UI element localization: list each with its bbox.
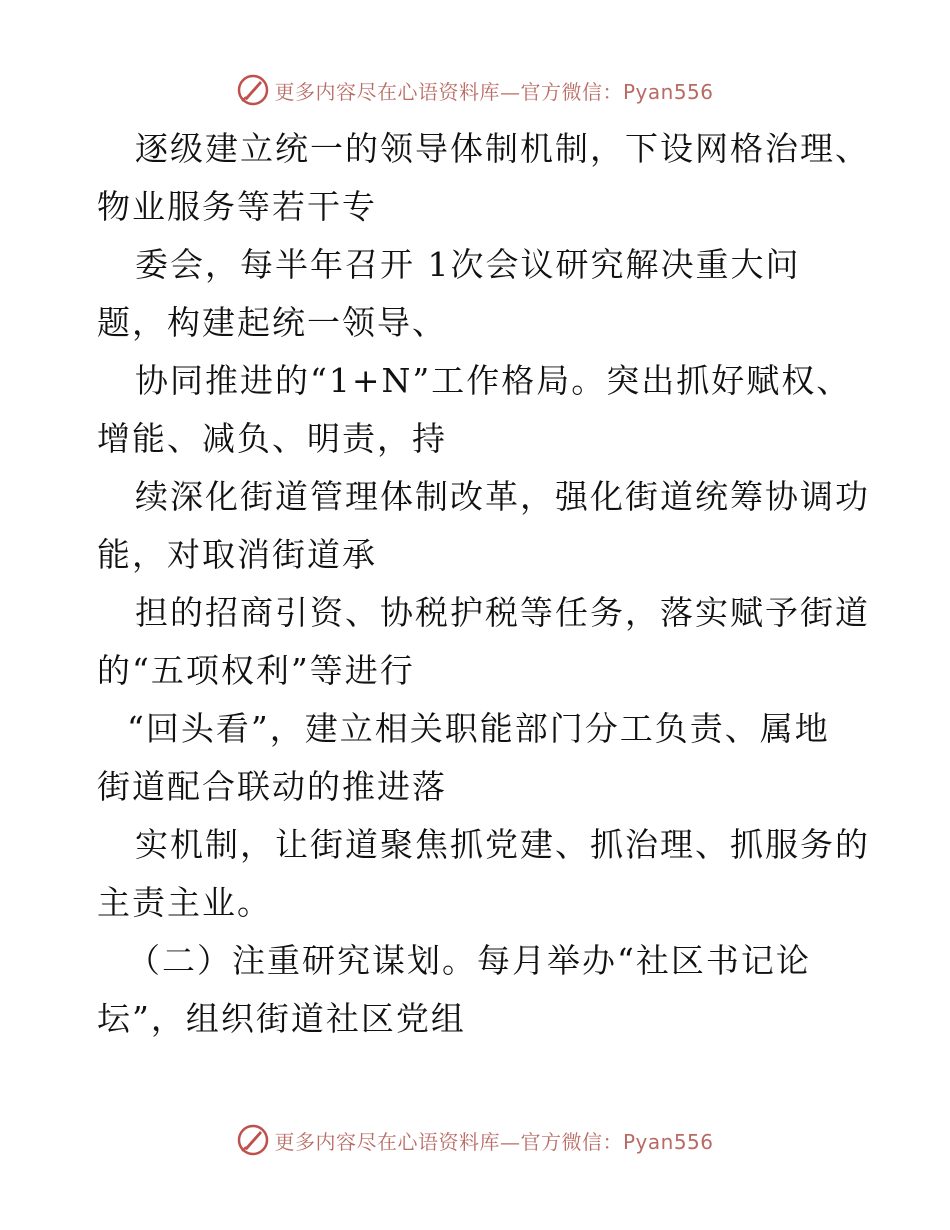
quill-logo-icon	[236, 73, 270, 107]
document-body	[97, 120, 877, 1048]
text-line: 协同推进的“1+N”工作格局。突出抓好赋权、	[135, 361, 852, 400]
quill-logo-icon	[236, 1123, 270, 1157]
text-line: 坛”，组织街道社区党组	[97, 999, 466, 1038]
text-line: 物业服务等若干专	[97, 187, 377, 226]
text-line: 街道配合联动的推进落	[97, 767, 447, 806]
watermark-text: 更多内容尽在心语资料库—官方微信：Pyan556	[274, 79, 714, 104]
text-line: 续深化街道管理体制改革，强化街道统筹协调功	[135, 477, 870, 516]
text-line: 能，对取消街道承	[97, 535, 377, 574]
text-line: 委会，每半年召开 1次会议研究解决重大问	[135, 245, 801, 284]
text-line: 题，构建起统一领导、	[97, 303, 447, 342]
text-line: 的“五项权利”等进行	[97, 651, 415, 690]
text-line: 逐级建立统一的领导体制机制，下设网格治理、	[135, 129, 870, 168]
text-line: （二）注重研究谋划。每月举办“社区书记论	[127, 941, 811, 980]
text-line: “回头看”，建立相关职能部门分工负责、属地	[127, 709, 830, 748]
text-line: 增能、减负、明责，持	[97, 419, 447, 458]
header-watermark	[0, 70, 950, 110]
footer-watermark	[0, 1120, 950, 1160]
text-line: 担的招商引资、协税护税等任务，落实赋予街道	[135, 593, 870, 632]
watermark-text: 更多内容尽在心语资料库—官方微信：Pyan556	[274, 1129, 714, 1154]
text-line: 主责主业。	[97, 883, 272, 922]
text-line: 实机制，让街道聚焦抓党建、抓治理、抓服务的	[135, 825, 870, 864]
